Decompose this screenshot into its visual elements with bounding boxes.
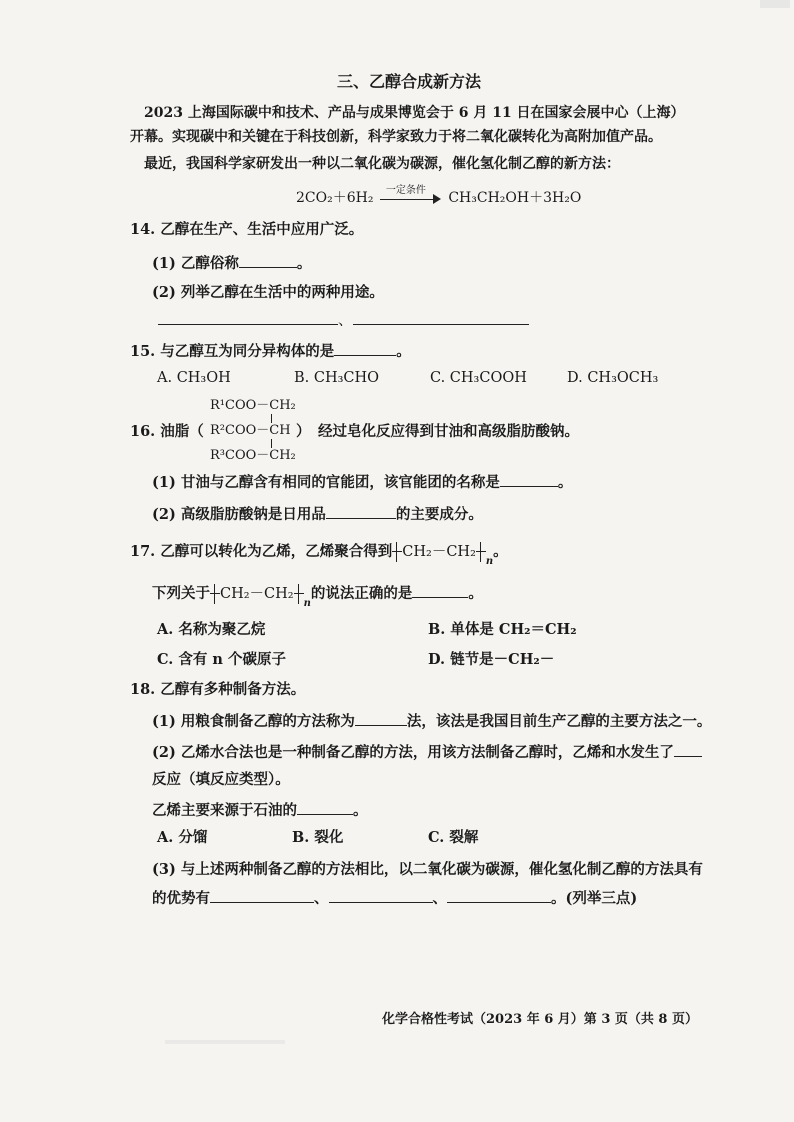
q15-option-c[interactable]: C. CH₃COOH — [430, 370, 527, 386]
q17-stem-text: 17. 乙醇可以转化为乙烯，乙烯聚合得到 — [130, 543, 393, 560]
scan-mark — [165, 1040, 285, 1044]
q18-sub3-line1: (3) 与上述两种制备乙醇的方法相比，以二氧化碳为碳源，催化氢化制乙醇的方法具有 — [152, 861, 703, 878]
q18-option-a[interactable]: A. 分馏 — [157, 829, 208, 846]
poly-n: n — [485, 556, 494, 567]
q17-stem — [130, 540, 508, 567]
reaction-equation — [296, 185, 582, 208]
q18-sub3-text: 的优势有 — [152, 890, 210, 907]
q17-option-c[interactable]: C. 含有 n 个碳原子 — [157, 651, 287, 668]
q18-sub2-line3 — [152, 800, 368, 821]
q14-use-1-blank[interactable] — [158, 310, 338, 325]
q17-line2-mid: 的说法正确的是 — [310, 585, 413, 602]
q16-sub2-end: 的主要成分。 — [395, 506, 483, 523]
q17-option-b[interactable]: B. 单体是 CH₂＝CH₂ — [428, 621, 577, 638]
q18-adv-2-blank[interactable] — [329, 888, 433, 903]
q17-line2 — [152, 582, 483, 609]
q14-stem: 14. 乙醇在生产、生活中应用广泛。 — [130, 221, 364, 238]
intro-line-2: 开幕。实现碳中和关键在于科技创新，科学家致力于将二氧化碳转化为高附加值产品。 — [130, 129, 662, 145]
struct-row-1: R¹COO－CH₂ — [210, 398, 296, 413]
q18-sub2-line1 — [152, 742, 702, 763]
q15-end: 。 — [396, 343, 411, 360]
q16-sub1 — [152, 472, 572, 493]
q14-use-2-blank[interactable] — [353, 310, 529, 325]
q18-sub2-line2: 反应（填反应类型）。 — [152, 771, 290, 788]
q16-sub1-text: (1) 甘油与乙醇含有相同的官能团，该官能团的名称是 — [152, 474, 500, 491]
q15-blank[interactable] — [334, 341, 396, 356]
q17-blank[interactable] — [412, 583, 468, 598]
q18-sep-2: 、 — [432, 890, 447, 907]
poly-n-2: n — [303, 598, 311, 609]
polyethylene-formula — [392, 540, 494, 567]
poly-unit-2: CH₂－CH₂ — [220, 586, 294, 602]
q18-sep-1: 、 — [314, 890, 329, 907]
q14-answer-line — [158, 310, 529, 331]
intro-line-1: 2023 上海国际碳中和技术、产品与成果博览会于 6 月 11 日在国家会展中心（上海） — [144, 105, 685, 121]
q18-oil-blank[interactable] — [297, 800, 353, 815]
q15-stem-text: 15. 与乙醇互为同分异构体的是 — [130, 343, 335, 360]
q18-sub2-blank[interactable] — [674, 742, 702, 757]
q18-adv-1-blank[interactable] — [210, 888, 314, 903]
q18-sub3-line2 — [152, 888, 637, 909]
q18-sub1-blank[interactable] — [355, 711, 407, 726]
q18-option-c[interactable]: C. 裂解 — [428, 829, 479, 846]
struct-bond-2 — [271, 439, 272, 448]
equation-right: CH₃CH₂OH＋3H₂O — [448, 190, 582, 206]
reaction-condition: 一定条件 — [385, 185, 426, 196]
q15-stem — [130, 341, 411, 362]
q14-sub1-blank[interactable] — [239, 253, 297, 268]
q16-sub1-end: 。 — [557, 474, 573, 491]
q15-option-b[interactable]: B. CH₃CHO — [294, 370, 380, 386]
q14-sub1-end: 。 — [296, 255, 312, 272]
q14-sub1 — [152, 253, 311, 274]
q17-line2-text: 下列关于 — [152, 585, 210, 602]
poly-unit: CH₂－CH₂ — [402, 544, 476, 560]
q16-sub1-blank[interactable] — [500, 472, 558, 487]
q18-option-b[interactable]: B. 裂化 — [292, 829, 344, 846]
q18-adv-3-blank[interactable] — [447, 888, 551, 903]
q17-option-d[interactable]: D. 链节是－CH₂－ — [428, 651, 555, 668]
q14-sub2: (2) 列举乙醇在生活中的两种用途。 — [152, 284, 384, 301]
q18-sub3-end: 。(列举三点) — [551, 890, 638, 907]
q16-sub2 — [152, 504, 483, 525]
q17-option-a[interactable]: A. 名称为聚乙烷 — [157, 621, 266, 638]
q15-option-a[interactable]: A. CH₃OH — [157, 370, 231, 386]
q17-stem-end: 。 — [493, 543, 508, 560]
q18-sub1 — [152, 711, 711, 732]
q15-option-d[interactable]: D. CH₃OCH₃ — [567, 370, 659, 386]
q14-sep: 、 — [338, 313, 353, 329]
triglyceride-structure — [210, 398, 296, 464]
page-footer: 化学合格性考试（2023 年 6 月）第 3 页（共 8 页） — [382, 1012, 698, 1027]
q18-sub2-line3-text: 乙烯主要来源于石油的 — [152, 802, 297, 819]
q18-sub1-end: 法，该法是我国目前生产乙醇的主要方法之一。 — [406, 713, 712, 730]
equation-left: 2CO₂＋6H₂ — [296, 190, 374, 206]
section-title: 三、乙醇合成新方法 — [337, 72, 482, 91]
q18-sub2-line3-end: 。 — [353, 802, 368, 819]
struct-bond-1 — [271, 414, 272, 423]
q16-close-paren: ） — [296, 423, 311, 440]
reaction-arrow-icon — [380, 185, 442, 205]
q16-stem: 经过皂化反应得到甘油和高级脂肪酸钠。 — [318, 423, 579, 440]
q16-num: 16. 油脂（ — [130, 423, 204, 440]
q14-sub1-text: (1) 乙醇俗称 — [152, 255, 239, 272]
q18-stem: 18. 乙醇有多种制备方法。 — [130, 681, 306, 698]
q16-sub2-blank[interactable] — [326, 504, 396, 519]
q16-sub2-text: (2) 高级脂肪酸钠是日用品 — [152, 506, 326, 523]
scan-mark — [760, 0, 790, 8]
struct-row-3: R³COO－CH₂ — [210, 448, 296, 463]
q18-sub2-text: (2) 乙烯水合法也是一种制备乙醇的方法，用该方法制备乙醇时，乙烯和水发生了 — [152, 744, 674, 761]
q18-sub1-text: (1) 用粮食制备乙醇的方法称为 — [152, 713, 355, 730]
intro-line-3: 最近，我国科学家研发出一种以二氧化碳为碳源，催化氢化制乙醇的新方法： — [144, 156, 620, 172]
struct-row-2: R²COO－CH — [210, 423, 291, 438]
polyethylene-formula-2 — [210, 582, 311, 609]
q17-line2-end: 。 — [468, 585, 483, 602]
